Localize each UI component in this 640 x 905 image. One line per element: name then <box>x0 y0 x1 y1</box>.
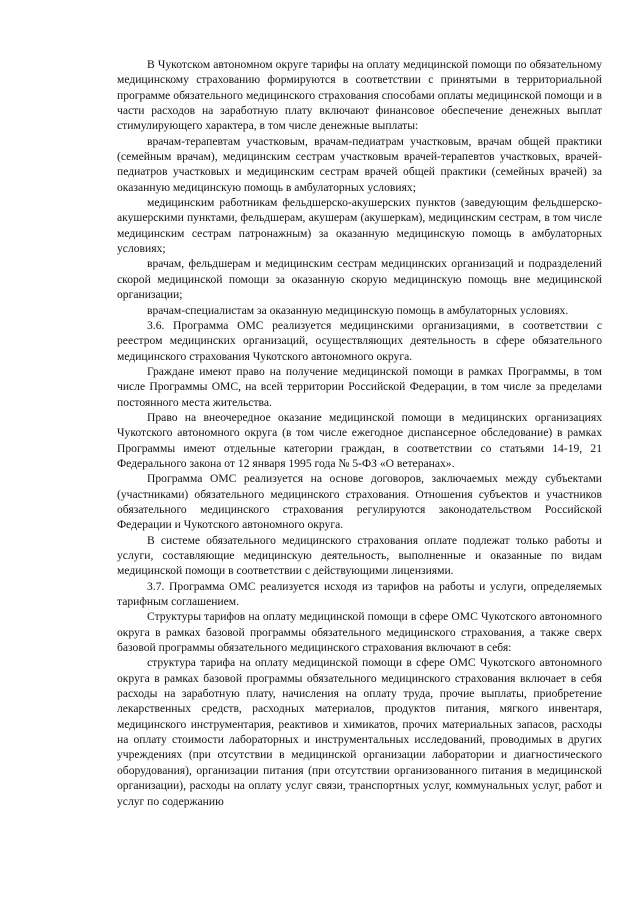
paragraph-feldsher-stations: медицинским работникам фельдшерско-акушерских пунктов (заведующим фельдшерско-акушерскими пунктами, фельдшерам, акушерам (акушеркам), медицинским сестрам, в том числе медицинским сестрам патронажным) за оказанную медицинскую помощь в амбулаторных условиях; <box>117 196 602 256</box>
document-body <box>117 57 602 809</box>
paragraph-priority-care: Право на внеочередное оказание медицинской помощи в медицинских организациях Чукотского автономного округа (в том числе ежегодное диспансерное обследование) в рамках Программы имеют отдельные категории граждан, в соответствии со статьями 14-19, 21 Федерального закона от 12 января 1995 года № 5-ФЗ «О ветеранах». <box>117 410 602 470</box>
paragraph-licensed-services: В системе обязательного медицинского страхования оплате подлежат только работы и услуги, составляющие медицинскую деятельность, выполненные и оказанные по видам медицинской помощи в соответствии с действующими лицензиями. <box>117 533 602 578</box>
paragraph-tariff-structure-detail: структура тарифа на оплату медицинской помощи в сфере ОМС Чукотского автономного округа в рамках базовой программы обязательного медицинского страхования включает в себя расходы на заработную плату, начисления на оплату труда, прочие выплаты, приобретение лекарственных средств, расходных материалов, продуктов питания, мягкого инвентаря, медицинского инструментария, реактивов и химикатов, прочих материальных запасов, расходы на оплату стоимости лабораторных и инструментальных исследований, проводимых в других учреждениях (при отсутствии в медицинской организации лаборатории и диагностического оборудования), организации питания (при отсутствии организованного питания в медицинской организации), расходы на оплату услуг связи, транспортных услуг, коммунальных услуг, работ и услуг по содержанию <box>117 656 602 808</box>
paragraph-contracts: Программа ОМС реализуется на основе договоров, заключаемых между субъектами (участниками) обязательного медицинского страхования. Отношения субъектов и участников обязательного медицинского страхования регулируются законодательством Российской Федерации и Чукотского автономного округа. <box>117 472 602 532</box>
paragraph-specialists: врачам-специалистам за оказанную медицинскую помощь в амбулаторных условиях. <box>147 303 569 317</box>
paragraph-citizens-rights: Граждане имеют право на получение медицинской помощи в рамках Программы, в том числе Программы ОМС, на всей территории Российской Федерации, в том числе за пределами постоянного места жительства. <box>117 364 602 409</box>
paragraph-section-3-7: 3.7. Программа ОМС реализуется исходя из тарифов на работы и услуги, определяемых тарифным соглашением. <box>117 579 602 609</box>
paragraph-emergency-care: врачам, фельдшерам и медицинским сестрам медицинских организаций и подразделений скорой медицинской помощи за оказанную скорую медицинскую помощь вне медицинской организации; <box>117 257 602 302</box>
paragraph-tariff-structures: Структуры тарифов на оплату медицинской помощи в сфере ОМС Чукотского автономного округа в рамках базовой программы обязательного медицинского страхования, а также сверх базовой программы обязательного медицинского страхования включают в себя: <box>117 610 602 655</box>
paragraph-section-3-6: 3.6. Программа ОМС реализуется медицинскими организациями, в соответствии с реестром медицинских организаций, осуществляющих деятельность в сфере обязательного медицинского страхования Чукотского автономного округа. <box>117 318 602 363</box>
paragraph-tariffs-intro: В Чукотском автономном округе тарифы на оплату медицинской помощи по обязательному медицинскому страхованию формируются в соответствии с принятыми в территориальной программе обязательного медицинского страхования способами оплаты медицинской помощи и в части расходов на заработную плату включают финансовое обеспечение денежных выплат стимулирующего характера, в том числе денежные выплаты: <box>117 58 602 133</box>
paragraph-district-therapists: врачам-терапевтам участковым, врачам-педиатрам участковым, врачам общей практики (семейным врачам), медицинским сестрам участковым врачей-терапевтов участковых, врачей-педиатров участковых и медицинским сестрам врачей общей практики (семейных врачей) за оказанную медицинскую помощь в амбулаторных условиях; <box>117 134 602 194</box>
